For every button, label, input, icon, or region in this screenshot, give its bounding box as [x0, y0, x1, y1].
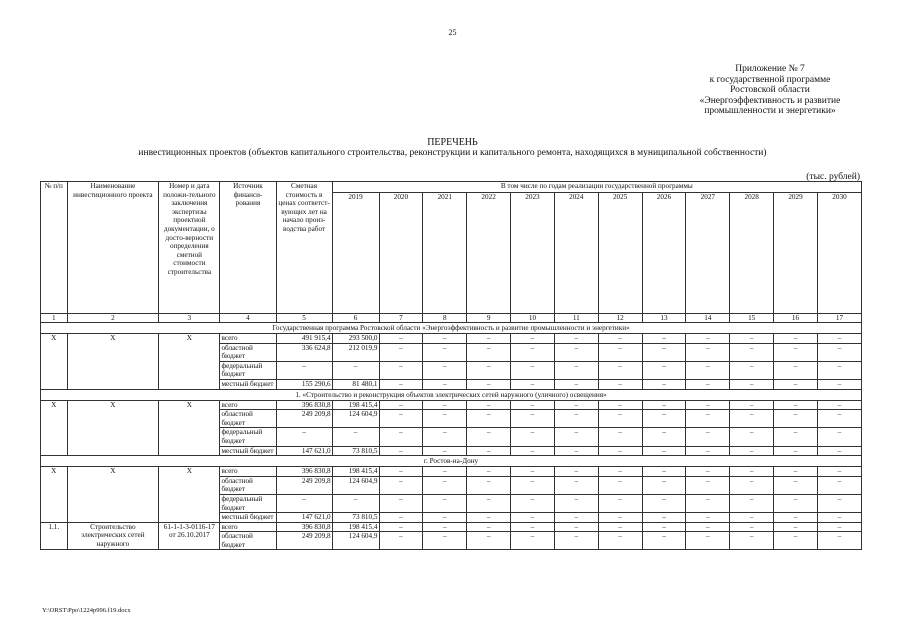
cell-year-value: –	[423, 494, 467, 512]
cell-year-value: –	[642, 522, 686, 532]
cell-year-value: –	[686, 476, 730, 494]
cell-year-value: –	[686, 467, 730, 477]
header-year: 2020	[379, 193, 423, 314]
cell-year-value: –	[467, 379, 511, 389]
cell-year-value: –	[817, 343, 861, 361]
cell-source: местный бюджет	[220, 446, 276, 456]
cell-2019: 212 019,9	[332, 343, 379, 361]
cell-year-value: –	[686, 446, 730, 456]
table-row	[41, 400, 862, 410]
cell-year-value: –	[379, 343, 423, 361]
cell-year-value: –	[642, 334, 686, 344]
appendix-line: Приложение № 7	[735, 64, 805, 74]
header-year: 2030	[817, 193, 861, 314]
cell-num: 1.1.	[41, 522, 68, 550]
cell-year-value: –	[379, 410, 423, 428]
cell-year-value: –	[642, 476, 686, 494]
cell-year-value: –	[730, 513, 774, 523]
header-source: Источник финанси-рования	[220, 182, 276, 314]
cell-year-value: –	[511, 532, 555, 550]
section-title: г. Ростов-на-Дону	[41, 456, 862, 467]
column-number: 13	[642, 314, 686, 323]
cell-year-value: –	[423, 334, 467, 344]
appendix-line: «Энергоэффективность и развитие	[699, 95, 841, 106]
column-number: 4	[220, 314, 276, 323]
cell-year-value: –	[686, 410, 730, 428]
cell-year-value: –	[511, 361, 555, 379]
cell-year-value: –	[423, 400, 467, 410]
cell-year-value: –	[730, 343, 774, 361]
column-number: 12	[598, 314, 642, 323]
cell-year-value: –	[598, 532, 642, 550]
cell-year-value: –	[642, 379, 686, 389]
appendix-line: к государственной программе	[709, 74, 831, 85]
cell-2019: 124 604,9	[332, 410, 379, 428]
cell-year-value: –	[730, 494, 774, 512]
cell-year-value: –	[511, 334, 555, 344]
cell-2019: 198 415,4	[332, 400, 379, 410]
cell-year-value: –	[730, 361, 774, 379]
table-row	[41, 522, 862, 532]
column-number: 10	[511, 314, 555, 323]
cell-source: областной бюджет	[220, 476, 276, 494]
cell-year-value: –	[379, 334, 423, 344]
cell-year-value: –	[554, 522, 598, 532]
cell-year-value: –	[379, 532, 423, 550]
cell-year-value: –	[467, 476, 511, 494]
cell-year-value: –	[730, 467, 774, 477]
cell-name: Х	[67, 400, 159, 456]
cell-year-value: –	[554, 428, 598, 446]
cell-cost: 396 830,8	[276, 467, 332, 477]
cell-year-value: –	[686, 494, 730, 512]
cell-2019: 73 810,5	[332, 513, 379, 523]
cell-year-value: –	[554, 410, 598, 428]
cell-year-value: –	[774, 334, 818, 344]
cell-expertise: Х	[159, 400, 220, 456]
cell-2019: 124 604,9	[332, 476, 379, 494]
cell-year-value: –	[554, 343, 598, 361]
cell-year-value: –	[423, 532, 467, 550]
cell-year-value: –	[467, 494, 511, 512]
cell-num: Х	[41, 334, 68, 390]
cell-year-value: –	[379, 361, 423, 379]
cell-num: Х	[41, 467, 68, 523]
cell-year-value: –	[467, 334, 511, 344]
column-number: 15	[730, 314, 774, 323]
cell-year-value: –	[511, 343, 555, 361]
header-year: 2026	[642, 193, 686, 314]
section-title: 1. «Строительство и реконструкция объектов электрических сетей наружного (уличного) освещения»	[41, 389, 862, 400]
cell-year-value: –	[686, 513, 730, 523]
cell-year-value: –	[686, 379, 730, 389]
cell-year-value: –	[467, 513, 511, 523]
cell-cost: 147 621,0	[276, 446, 332, 456]
cell-year-value: –	[686, 532, 730, 550]
document-title: ПЕРЕЧЕНЬ	[427, 137, 478, 148]
header-num: № п/п	[41, 182, 68, 314]
cell-year-value: –	[379, 476, 423, 494]
cell-expertise: 61-1-1-3-0116-17 от 26.10.2017	[159, 522, 220, 550]
cell-year-value: –	[598, 410, 642, 428]
cell-cost: –	[276, 361, 332, 379]
column-number: 17	[817, 314, 861, 323]
column-number: 5	[276, 314, 332, 323]
cell-2019: –	[332, 428, 379, 446]
cell-source: федеральный бюджет	[220, 494, 276, 512]
cell-cost: –	[276, 428, 332, 446]
cell-year-value: –	[598, 334, 642, 344]
column-number: 6	[332, 314, 379, 323]
cell-year-value: –	[423, 428, 467, 446]
cell-num: Х	[41, 400, 68, 456]
column-number: 2	[67, 314, 159, 323]
cell-year-value: –	[730, 476, 774, 494]
cell-source: местный бюджет	[220, 513, 276, 523]
cell-year-value: –	[511, 467, 555, 477]
cell-year-value: –	[379, 400, 423, 410]
cell-year-value: –	[423, 446, 467, 456]
cell-source: областной бюджет	[220, 532, 276, 550]
column-number-row	[41, 314, 862, 323]
cell-year-value: –	[467, 410, 511, 428]
cell-year-value: –	[774, 410, 818, 428]
header-year: 2027	[686, 193, 730, 314]
cell-year-value: –	[730, 334, 774, 344]
cell-year-value: –	[642, 400, 686, 410]
cell-year-value: –	[817, 361, 861, 379]
column-number: 7	[379, 314, 423, 323]
cell-expertise: Х	[159, 334, 220, 390]
cell-name: Х	[67, 467, 159, 523]
investment-projects-table	[40, 181, 862, 550]
cell-year-value: –	[511, 494, 555, 512]
section-row	[41, 323, 862, 334]
cell-year-value: –	[554, 476, 598, 494]
cell-year-value: –	[511, 400, 555, 410]
cell-source: федеральный бюджет	[220, 361, 276, 379]
cell-2019: 198 415,4	[332, 522, 379, 532]
cell-year-value: –	[642, 428, 686, 446]
column-number: 8	[423, 314, 467, 323]
cell-year-value: –	[774, 522, 818, 532]
cell-2019: –	[332, 361, 379, 379]
cell-year-value: –	[554, 532, 598, 550]
cell-year-value: –	[774, 467, 818, 477]
header-year: 2028	[730, 193, 774, 314]
cell-cost: –	[276, 494, 332, 512]
column-number: 3	[159, 314, 220, 323]
appendix-line: промышленности и энергетики»	[704, 106, 836, 116]
header-name: Наименование инвестиционного проекта	[67, 182, 159, 314]
cell-year-value: –	[423, 410, 467, 428]
cell-year-value: –	[423, 467, 467, 477]
cell-year-value: –	[817, 532, 861, 550]
section-row	[41, 389, 862, 400]
cell-year-value: –	[774, 400, 818, 410]
cell-year-value: –	[642, 467, 686, 477]
cell-year-value: –	[730, 446, 774, 456]
cell-year-value: –	[817, 379, 861, 389]
cell-year-value: –	[598, 476, 642, 494]
cell-cost: 147 621,0	[276, 513, 332, 523]
cell-source: всего	[220, 522, 276, 532]
cell-year-value: –	[467, 446, 511, 456]
cell-year-value: –	[467, 428, 511, 446]
units-label: (тыс. рублей)	[806, 172, 860, 182]
cell-year-value: –	[686, 343, 730, 361]
cell-year-value: –	[554, 467, 598, 477]
cell-2019: 124 604,9	[332, 532, 379, 550]
header-year: 2021	[423, 193, 467, 314]
cell-year-value: –	[774, 513, 818, 523]
column-number: 9	[467, 314, 511, 323]
cell-year-value: –	[379, 446, 423, 456]
cell-year-value: –	[730, 522, 774, 532]
cell-year-value: –	[730, 428, 774, 446]
cell-2019: 198 415,4	[332, 467, 379, 477]
cell-year-value: –	[817, 494, 861, 512]
cell-source: всего	[220, 334, 276, 344]
cell-year-value: –	[730, 410, 774, 428]
cell-year-value: –	[379, 513, 423, 523]
cell-year-value: –	[379, 467, 423, 477]
header-cost: Сметная стоимость в ценах соответст-вующих лет на начало произ-водства работ	[276, 182, 332, 314]
cell-source: местный бюджет	[220, 379, 276, 389]
cell-year-value: –	[511, 522, 555, 532]
cell-year-value: –	[511, 428, 555, 446]
cell-year-value: –	[511, 476, 555, 494]
cell-year-value: –	[817, 513, 861, 523]
header-year: 2022	[467, 193, 511, 314]
cell-name: Строительство электрических сетей наружного	[67, 522, 159, 550]
cell-year-value: –	[467, 522, 511, 532]
cell-year-value: –	[774, 532, 818, 550]
cell-year-value: –	[642, 494, 686, 512]
cell-year-value: –	[686, 400, 730, 410]
header-year: 2024	[554, 193, 598, 314]
document-subtitle: инвестиционных проектов (объектов капитального строительства, реконструкции и капитального ремонта, находящихся в муниципальной собственности)	[138, 148, 767, 158]
cell-2019: 73 810,5	[332, 446, 379, 456]
cell-cost: 155 290,6	[276, 379, 332, 389]
cell-year-value: –	[423, 361, 467, 379]
cell-year-value: –	[817, 522, 861, 532]
column-number: 16	[774, 314, 818, 323]
cell-year-value: –	[554, 379, 598, 389]
cell-year-value: –	[686, 428, 730, 446]
cell-year-value: –	[554, 400, 598, 410]
cell-year-value: –	[642, 343, 686, 361]
cell-2019: 293 500,0	[332, 334, 379, 344]
cell-year-value: –	[554, 361, 598, 379]
cell-year-value: –	[467, 343, 511, 361]
cell-cost: 249 209,8	[276, 532, 332, 550]
cell-year-value: –	[554, 446, 598, 456]
cell-2019: 81 480,1	[332, 379, 379, 389]
cell-year-value: –	[817, 476, 861, 494]
cell-year-value: –	[817, 446, 861, 456]
cell-year-value: –	[379, 379, 423, 389]
header-expertise: Номер и дата положи-тельного заключения экспертизы проектной документации, о досто-верности определения сметной стоимости строительства	[159, 182, 220, 314]
cell-year-value: –	[598, 379, 642, 389]
cell-year-value: –	[379, 494, 423, 512]
column-number: 1	[41, 314, 68, 323]
cell-year-value: –	[817, 334, 861, 344]
cell-year-value: –	[598, 428, 642, 446]
cell-year-value: –	[642, 532, 686, 550]
cell-source: федеральный бюджет	[220, 428, 276, 446]
cell-year-value: –	[511, 513, 555, 523]
cell-year-value: –	[817, 410, 861, 428]
cell-year-value: –	[686, 334, 730, 344]
header-year: 2029	[774, 193, 818, 314]
cell-year-value: –	[774, 494, 818, 512]
file-path: Y:\ORST\Ppo\1224p996.f19.docx	[42, 607, 131, 614]
appendix-note	[690, 64, 850, 117]
column-number: 14	[686, 314, 730, 323]
cell-year-value: –	[642, 361, 686, 379]
cell-cost: 336 624,8	[276, 343, 332, 361]
cell-year-value: –	[511, 410, 555, 428]
page-number: 25	[448, 28, 457, 37]
cell-year-value: –	[467, 400, 511, 410]
cell-year-value: –	[598, 467, 642, 477]
cell-year-value: –	[467, 532, 511, 550]
cell-year-value: –	[598, 361, 642, 379]
cell-year-value: –	[467, 361, 511, 379]
cell-year-value: –	[774, 428, 818, 446]
cell-year-value: –	[774, 343, 818, 361]
cell-cost: 249 209,8	[276, 410, 332, 428]
cell-cost: 396 830,8	[276, 400, 332, 410]
section-title: Государственная программа Ростовской области «Энергоэффективность и развитие промышленности и энергетики»	[41, 323, 862, 334]
cell-year-value: –	[817, 400, 861, 410]
table-row	[41, 467, 862, 477]
appendix-line: Ростовской области	[730, 85, 810, 95]
cell-year-value: –	[511, 379, 555, 389]
cell-source: областной бюджет	[220, 343, 276, 361]
cell-year-value: –	[423, 379, 467, 389]
cell-year-value: –	[511, 446, 555, 456]
cell-year-value: –	[423, 343, 467, 361]
cell-year-value: –	[817, 428, 861, 446]
cell-year-value: –	[423, 522, 467, 532]
cell-year-value: –	[598, 522, 642, 532]
cell-year-value: –	[554, 494, 598, 512]
cell-year-value: –	[642, 410, 686, 428]
header-year: 2023	[511, 193, 555, 314]
header-year: 2025	[598, 193, 642, 314]
header-years-group: В том числе по годам реализации государственной программы	[332, 182, 861, 193]
cell-year-value: –	[686, 361, 730, 379]
cell-year-value: –	[598, 446, 642, 456]
cell-year-value: –	[642, 513, 686, 523]
cell-year-value: –	[423, 476, 467, 494]
section-row	[41, 456, 862, 467]
cell-year-value: –	[554, 334, 598, 344]
table-row	[41, 334, 862, 344]
cell-year-value: –	[774, 446, 818, 456]
cell-year-value: –	[598, 343, 642, 361]
cell-year-value: –	[467, 467, 511, 477]
cell-year-value: –	[730, 532, 774, 550]
cell-source: областной бюджет	[220, 410, 276, 428]
cell-source: всего	[220, 400, 276, 410]
column-number: 11	[554, 314, 598, 323]
cell-cost: 491 915,4	[276, 334, 332, 344]
cell-year-value: –	[554, 513, 598, 523]
cell-year-value: –	[730, 379, 774, 389]
cell-year-value: –	[379, 428, 423, 446]
cell-year-value: –	[686, 522, 730, 532]
cell-year-value: –	[774, 361, 818, 379]
cell-year-value: –	[423, 513, 467, 523]
cell-expertise: Х	[159, 467, 220, 523]
cell-year-value: –	[598, 400, 642, 410]
cell-year-value: –	[774, 476, 818, 494]
cell-year-value: –	[598, 513, 642, 523]
cell-name: Х	[67, 334, 159, 390]
cell-year-value: –	[817, 467, 861, 477]
cell-source: всего	[220, 467, 276, 477]
cell-year-value: –	[642, 446, 686, 456]
cell-year-value: –	[598, 494, 642, 512]
cell-year-value: –	[730, 400, 774, 410]
cell-cost: 396 830,8	[276, 522, 332, 532]
cell-year-value: –	[379, 522, 423, 532]
cell-cost: 249 209,8	[276, 476, 332, 494]
cell-year-value: –	[774, 379, 818, 389]
header-year: 2019	[332, 193, 379, 314]
cell-2019: –	[332, 494, 379, 512]
